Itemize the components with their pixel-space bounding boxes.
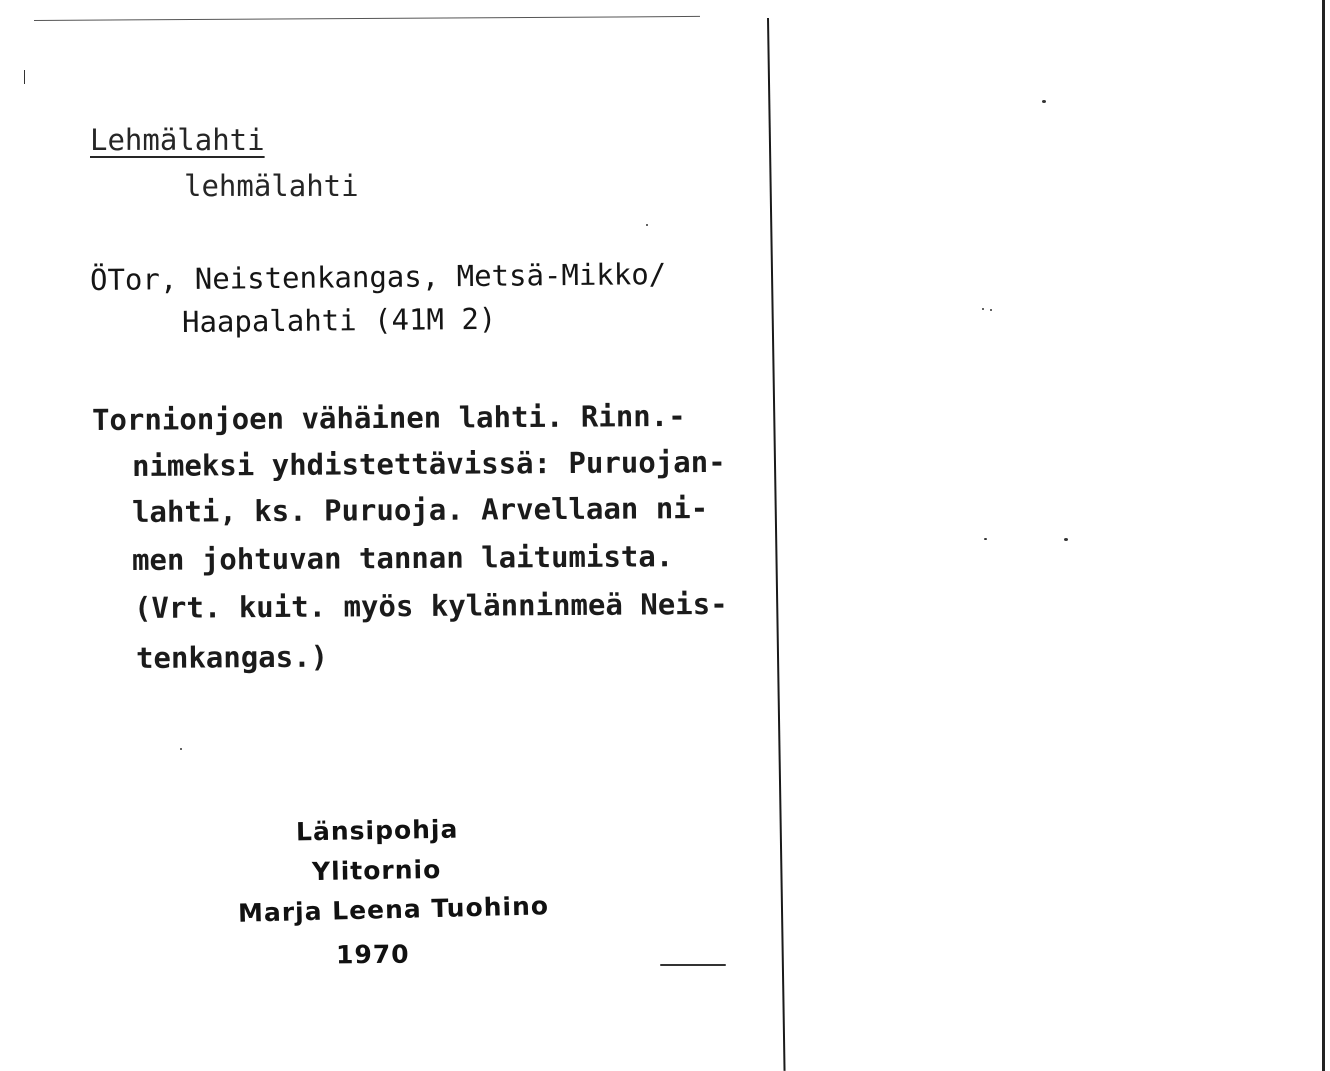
top-rule: [34, 16, 700, 21]
description-line: men johtuvan tannan laitumista.: [131, 539, 674, 577]
scan-speck: [180, 748, 182, 750]
location-line: Haapalahti (41M 2): [181, 301, 497, 339]
stamp-parish: Ylitornio: [311, 854, 442, 887]
description-line: lahti, ks. Puruoja. Arvellaan ni-: [131, 490, 709, 529]
scan-speck: [984, 538, 987, 540]
description-line: tenkangas.): [135, 639, 329, 675]
scan-speck: [660, 964, 726, 966]
description-line: nimeksi yhdistettävissä: Puruojan-: [131, 444, 726, 483]
scan-speck: [990, 309, 992, 311]
headword: Lehmälahti: [90, 123, 265, 157]
stamp-year: 1970: [335, 939, 410, 970]
pronunciation: lehmälahti: [184, 169, 359, 203]
description-line: Tornionjoen vähäinen lahti. Rinn.-: [91, 398, 686, 437]
scan-speck: [982, 308, 984, 310]
scan-speck: [1042, 100, 1046, 103]
scan-speck: [646, 224, 648, 226]
card-divider-line: [767, 18, 786, 1071]
scan-speck: [1064, 538, 1068, 541]
card-right-edge: [1322, 0, 1325, 1071]
stamp-region: Länsipohja: [295, 814, 459, 847]
location-line: ÖTor, Neistenkangas, Metsä-Mikko/: [89, 256, 667, 297]
stamp-collector: Marja Leena Tuohino: [237, 891, 550, 928]
scan-speck: [24, 70, 25, 84]
description-line: (Vrt. kuit. myös kylänninmeä Neis-: [133, 586, 728, 625]
